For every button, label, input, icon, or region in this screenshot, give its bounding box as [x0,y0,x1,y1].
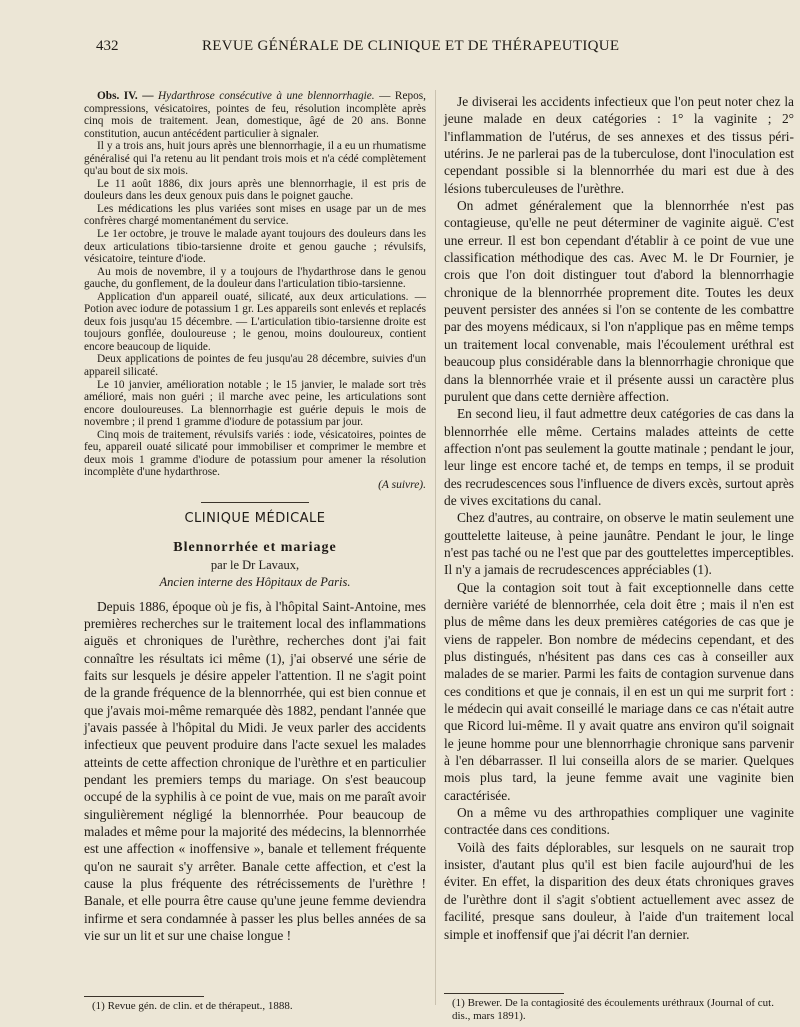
article-paragraph: On admet généralement que la blennorrhée n'est pas contagieuse, qu'elle ne peut déterminer de vaginite aiguë. C'est une erreur. Il est bon cependant d'établir à ce point de vue une classification méthodique des cas. Avec M. le Dr Fournier, je crois que l'on doit distinguer tout d'abord la blennorrhagie chronique de la blennorrhée proprement dite. Toutes les deux peuvent persister des années si l'on se contente de les combattre par des moyens médicaux, si l'on n'applique pas en même temps un traitement local convenable, mais l'écoulement uréthral est beaucoup plus considérable dans la blennorrhagie chronique que dans la blennorrhée vraie et il présente aussi un caractère plus purulent que dans cette dernière affection. [444,198,794,404]
running-head: REVUE GÉNÉRALE DE CLINIQUE ET DE THÉRAPEUTIQUE [202,38,620,54]
article-byline: par le Dr Lavaux, [210,557,300,572]
observation-paragraph: Le 1er octobre, je trouve le malade ayant toujours des douleurs dans les deux articulations tibio-tarsienne droite et genou gauche ; révulsifs, vésicatoire, teinture d'iode. [84,228,426,266]
observation-heading [84,90,426,140]
article-paragraph: Que la contagion soit tout à fait exceptionnelle dans cette dernière variété de blennorrhée, cela doit être ; mais il n'en est plus de même dans les deux premières catégories de cas que je viens de rappeler. Bon nombre de médecins cependant, et des plus distingués, n'hésitent pas dans ces cas à conseiller aux malades de se marier. Parmi les faits de contagion survenue dans ces conditions et que je connais, il en est un qui me surprit fort : le médecin qui avait conseillé le mariage dans ce cas n'était autre que Ricord lui-même. Il y avait quatre ans environ qu'il soignait le jeune homme pour une blennorrhagie chronique sans parvenir à l'en débarrasser. Il lui conseilla alors de se marier. Quelques mois plus tard, la jeune femme avait une vaginite bien caractérisée. [444,579,794,803]
article-paragraph: Depuis 1886, époque où je fis, à l'hôpital Saint-Antoine, mes premières recherches sur le traitement local des inflammations aiguës et chroniques de l'urèthre, recherches dont j'ai fait connaître les résultats ici même (1), j'ai observé une série de faits sur lesquels je désire appeler l'attention. Il ne s'agit point de la grande fréquence de la blennorrhée, qui est bien connue et que j'avais moi-même remarquée dès 1882, pendant l'année que j'avais passée à l'hôpital du Midi. Je veux parler des accidents infectieux que peuvent produire dans l'acte sexuel les malades atteints de cette affection chronique de l'urèthre et en particulier pendant les premiers temps du mariage. On s'est beaucoup occupé de la syphilis à ce point de vue, mais on me paraît avoir singulièrement négligé la blennorrhée. Pour beaucoup de malades et même pour la majorité des médecins, la blennorrhée est une affection « inoffensive », banale et tellement fréquente qu'on ne saurait s'y arrêter. Banale cette affection, et c'est la cause la plus fréquente des rétrécissements de l'urèthre ! Banale, et elle pourra être cause qu'une jeune femme deviendra infirme et sera condamnée à passer les plus belles années de sa vie sur un lit et sur une chaise longue ! [84,598,426,944]
observation-paragraph: Le 11 août 1886, dix jours après une blennorrhagie, il est pris de douleurs dans les deux genoux puis dans le poignet gauche. [84,177,426,203]
article-paragraph: On a même vu des arthropathies compliquer une vaginite contractée dans ces conditions. [444,805,794,838]
section-title: CLINIQUE MÉDICALE [184,510,326,526]
observation-paragraph: Au mois de novembre, il y a toujours de l'hydarthrose dans le genou gauche, du gonflement, de la douleur dans l'articulation tibio-tarsienne. [84,265,426,291]
observation-paragraph: Les médications les plus variées sont mises en usage par un de mes confrères chargé momentanément du service. [84,202,426,228]
article-paragraph: Voilà des faits déplorables, sur lesquels on ne saurait trop insister, d'autant plus qu'il est bien facile aujourd'hui de les éviter. En effet, la disparition des deux états chroniques graves de l'urèthre dont il s'agit s'obtient actuellement avec assez de facilité, presque sans douleur, à l'aide d'un traitement local simple et inoffensif que j'ai décrit l'an dernier. [444,839,794,942]
right-footnote-area [444,993,794,1023]
observation-title: Hydarthrose consécutive à une blennorrhagie. [158,90,375,102]
observation-label: Obs. IV. — [97,90,154,102]
to-be-continued: (A suivre). [378,478,426,491]
footnote: (1) Revue gén. de clin. et de thérapeut., 1888. [92,1000,293,1012]
page-header [96,38,786,60]
footnote-rule [84,996,204,997]
left-footnote-area [84,996,426,1013]
column-divider [435,90,436,1005]
observation-paragraph: Il y a trois ans, huit jours après une blennorrhagie, il a eu un rhumatisme généralisé qui l'a retenu au lit pendant trois mois et n'a cédé complètement qu'au bout de six mois. [84,140,426,178]
article-body [84,598,426,945]
observation-paragraph: Le 10 janvier, amélioration notable ; le 15 janvier, le malade sort très amélioré, mais non guéri ; il marche avec peine, les articulations sont encore douloureuses. La blennorrhagie est guérie depuis le mois de novembre ; il prend 1 gramme d'iodure de potassium par jour. [84,378,426,429]
author-affiliation: Ancien interne des Hôpitaux de Paris. [159,574,351,589]
right-column [444,93,794,943]
observation-block [84,90,426,492]
article-paragraph: En second lieu, il faut admettre deux catégories de cas dans la blennorrhée elle même. Certains malades atteints de cette affection n'ont pas seulement la goutte matinale ; pendant le jour, leur linge est encore taché et, de temps en temps, il se produit des recrudescences sous l'influence de divers excès, surtout après de vives excitations du canal. [444,406,794,508]
observation-paragraph: Cinq mois de traitement, révulsifs variés : iode, vésicatoires, pointes de feu, appareil ouaté silicaté pour immobiliser et comprimer le membre et deux mois 1 gramme d'iodure de potassium pour amener la résolution incomplète d'une hydarthrose. [84,428,426,479]
article-paragraph: Je diviserai les accidents infectieux que l'on peut noter chez la jeune malade en deux catégories : 1° la vaginite ; 2° l'inflammation de l'utérus, de ses annexes et des tissus péri-utérins. Je ne parlerai pas de la tuberculose, dont l'inoculation est cependant possible si la blennorrhée du mari est due à des lésions tuberculeuses de l'urèthre. [444,94,794,196]
footnote: (1) Brewer. De la contagiosité des écoulements uréthraux (Journal of cut. dis., mars 1891). [452,997,774,1022]
article-paragraph: Chez d'autres, au contraire, on observe le matin seulement une gouttelette laiteuse, à peine jaunâtre. Pendant le jour, le linge n'est pas taché ou ne l'est que par des gouttelettes imperceptibles. Il n'y a jamais de recrudescences appréciables (1). [444,510,794,578]
footnote-rule [444,993,564,994]
observation-paragraph: Deux applications de pointes de feu jusqu'au 28 décembre, suivies d'un appareil silicaté. [84,353,426,379]
observation-intro: — Repos, compressions, vésicatoires, pointes de feu, résolution incomplète après cinq mois de traitement. Jean, domestique, âgé de 20 ans. Bonne constitution, aucun antécédent particulier à signaler. [84,90,426,140]
left-column [84,90,426,944]
observation-paragraph: Application d'un appareil ouaté, silicaté, aux deux articulations. — Potion avec iodure de potassium 1 gr. Les appareils sont enlevés et replacés deux fois jusqu'au 15 décembre. — L'articulation tibio-tarsienne droite est toujours gonflée, douloureuse ; le genou, moins douloureux, contient encore beaucoup de liquide. [84,290,426,353]
page-number: 432 [96,38,119,54]
section-separator [201,502,309,503]
article-title: Blennorrhée et mariage [173,539,337,555]
